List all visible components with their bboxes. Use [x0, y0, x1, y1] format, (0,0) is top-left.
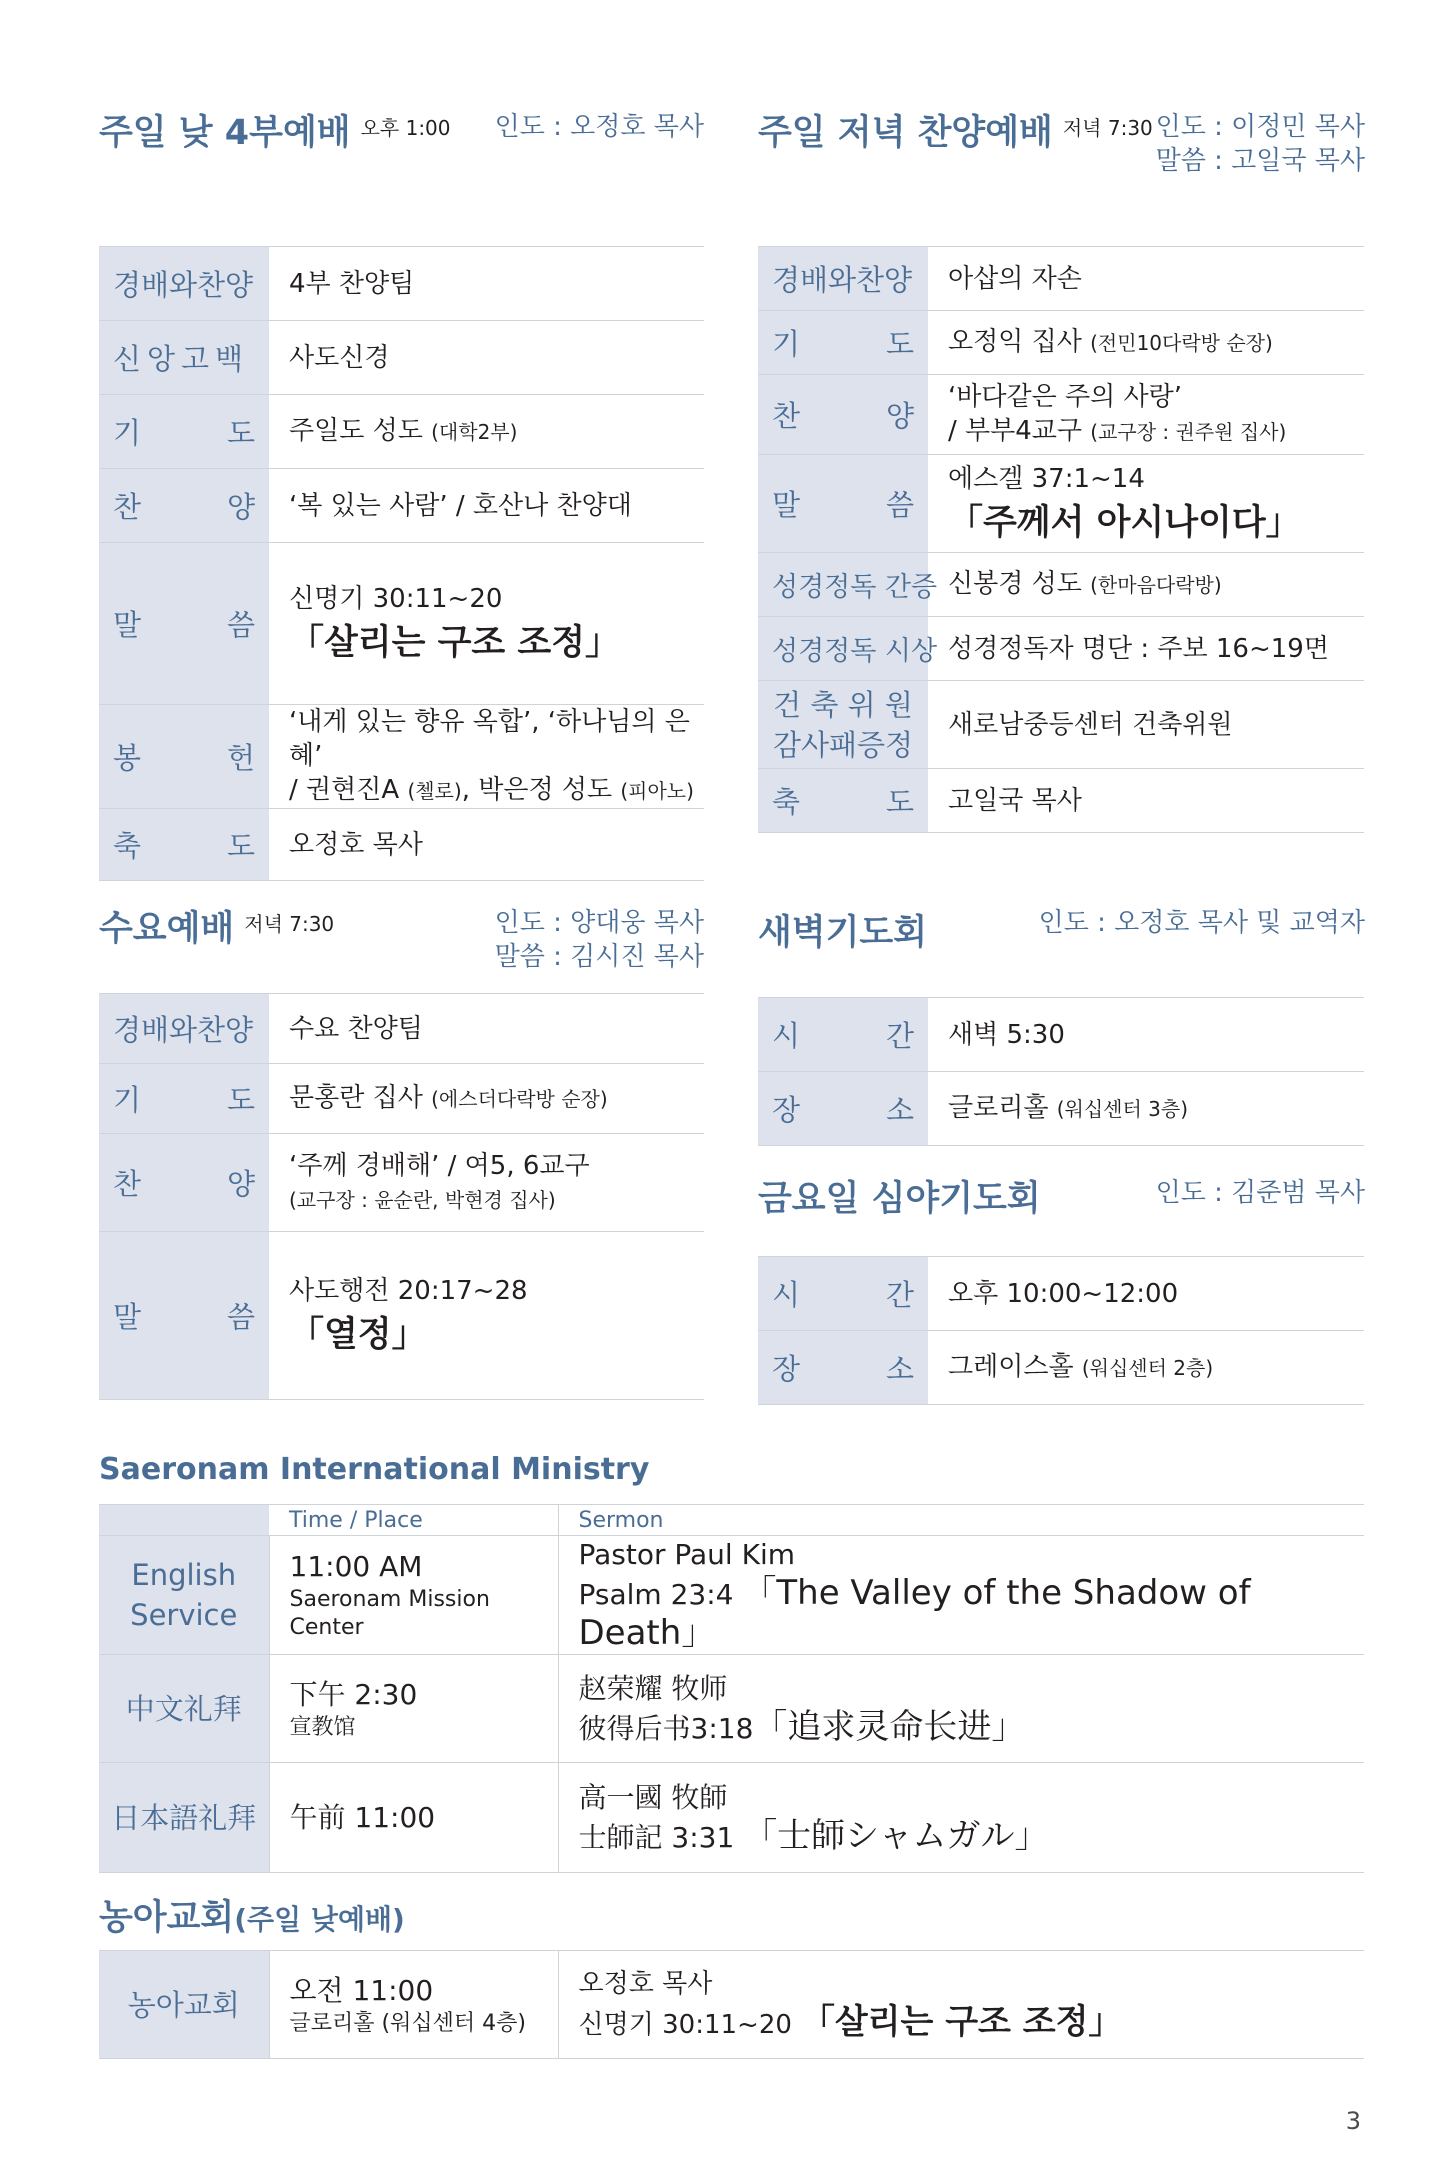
- scripture-ref: 에스겔 37:1~14: [948, 463, 1145, 494]
- schedule-table-friday: 시 간 오후 10:00~12:00 장 소 그레이스홀 (워십센터 2층): [758, 1256, 1364, 1405]
- row-value: 신봉경 성도 (한마음다락방): [928, 553, 1364, 617]
- table-row: [99, 1951, 1364, 2059]
- row-value: 주일도 성도 (대학2부): [269, 395, 704, 469]
- row-value: 오정익 집사 (전민10다락방 순장): [928, 311, 1364, 375]
- table-row: [99, 1536, 1364, 1655]
- section-title-wednesday: 수요예배 $^{저녁 7:30}$: [99, 909, 335, 949]
- section-title-deaf-church: 농아교회(주일 낮예배): [99, 1898, 405, 1938]
- section-title-dawn: 새벽기도회: [758, 913, 928, 953]
- row-value: 글로리홀 (워십센터 3층): [928, 1072, 1364, 1146]
- table-row: [99, 1655, 1364, 1763]
- row-value: 사도신경: [269, 321, 704, 395]
- row-label: 성경정독 간증: [772, 572, 938, 603]
- leader-info: 인도 : 오정호 목사 및 교역자: [1038, 908, 1365, 938]
- col-header-sermon: Sermon: [558, 1505, 1364, 1536]
- service-time: 저녁 7:30: [1062, 116, 1153, 140]
- language-label: English Service: [99, 1536, 269, 1655]
- col-header-time: Time / Place: [269, 1505, 558, 1536]
- international-table: [99, 1504, 1364, 1873]
- sermon-cell: [928, 455, 1364, 553]
- row-label: 농아교회: [99, 1951, 269, 2059]
- leader-info: 인도 : 양대웅 목사 말씀 : 김시진 목사: [494, 908, 704, 972]
- time-place: 11:00 AM Saeronam Mission Center: [269, 1536, 558, 1655]
- row-value: 새로남중등센터 건축위원: [928, 681, 1364, 769]
- section-title-sunday-evening: 주일 저녁 찬양예배 $^{저녁 7:30}$: [758, 113, 1153, 153]
- row-value: 4부 찬양팀: [269, 247, 704, 321]
- row-label: 신앙고백: [113, 342, 250, 376]
- row-value: 성경정독자 명단 : 주보 16~19면: [928, 617, 1364, 681]
- sermon-title: 「주께서 아시나이다」: [948, 502, 1301, 543]
- sermon-info: 高一國 牧師 士師記 3:31 「士師シャムガル」: [558, 1763, 1364, 1873]
- sermon-info: 赵荣耀 牧师 彼得后书3:18「追求灵命长进」: [558, 1655, 1364, 1763]
- page-number: 3: [1345, 2107, 1361, 2135]
- row-value: 아삽의 자손: [928, 247, 1364, 311]
- leader-info: 인도 : 오정호 목사: [494, 112, 704, 142]
- service-time: 오후 1:00: [360, 116, 451, 140]
- leader-info: 인도 : 이정민 목사 말씀 : 고일국 목사: [1155, 112, 1365, 176]
- sermon-info: Pastor Paul Kim Psalm 23:4 「The Valley of the Shadow of Death」: [558, 1536, 1364, 1655]
- schedule-table-wednesday: 경배와찬양 수요 찬양팀 기 도 문홍란 집사 (에스더다락방 순장) 찬 양 ‘주께 경배해’ / 여5, 6교구 (교구장 : 윤순란, 박현경 집사) 말 씀 사도행전 20:17~28 「열정」: [99, 993, 704, 1400]
- sermon-cell: [269, 543, 704, 705]
- time-place: 下午 2:30 宣教馆: [269, 1655, 558, 1763]
- row-value: 오후 10:00~12:00: [928, 1257, 1364, 1331]
- schedule-table-sunday4: 경배와찬양 4부 찬양팀 신앙고백 사도신경 기 도 주일도 성도 (대학2부) 찬 양 ‘복 있는 사람’ / 호산나 찬양대 말 씀 신명기 30:11~20 「살리는 구조 조정」 봉 헌 ‘내게 있는 향유 옥합’, ‘하나님의 은혜’ / 권현진A (첼로), 박은정 성도 (피아노) 축 도 오정호 목사: [99, 246, 704, 881]
- row-label: 경배와찬양: [113, 268, 254, 302]
- leader-info: 인도 : 김준범 목사: [1155, 1178, 1365, 1208]
- time-place: 午前 11:00: [269, 1763, 558, 1873]
- sermon-cell: [269, 1232, 704, 1400]
- language-label: 中文礼拜: [99, 1655, 269, 1763]
- row-value: 수요 찬양팀: [269, 994, 704, 1064]
- time-place: 오전 11:00 글로리홀 (워십센터 4층): [269, 1951, 558, 2059]
- row-value: 고일국 목사: [928, 769, 1364, 833]
- praise-cell: ‘주께 경배해’ / 여5, 6교구 (교구장 : 윤순란, 박현경 집사): [269, 1134, 704, 1232]
- section-title-international: Saeronam International Ministry: [99, 1452, 650, 1487]
- sermon-title: 「열정」: [289, 1314, 427, 1355]
- section-title-sunday4: 주일 낮 4부예배 $^{오후 1:00}$: [99, 113, 451, 153]
- schedule-table-sunday-evening: 경배와찬양 아삽의 자손 기 도 오정익 집사 (전민10다락방 순장) 찬 양 ‘바다같은 주의 사랑’ / 부부4교구 (교구장 : 권주원 집사) 말 씀 에스겔 37:1~14 「주께서 아시나이다」 성경정독 간증 신봉경 성도 (한마음다락방) 성경정독 시상 성경정독자 명단 : 주보 16~19면 건 축 위 원 감사패증정 새로남중등센터 건축위원 축 도 고일국 목사: [758, 246, 1364, 833]
- row-value: 문홍란 집사 (에스더다락방 순장): [269, 1064, 704, 1134]
- row-value: ‘복 있는 사람’ / 호산나 찬양대: [269, 469, 704, 543]
- sermon-title: 「살리는 구조 조정」: [289, 622, 621, 663]
- deaf-church-table: [99, 1950, 1364, 2059]
- offering-cell: ‘내게 있는 향유 옥합’, ‘하나님의 은혜’ / 권현진A (첼로), 박은정 성도 (피아노): [269, 705, 704, 809]
- header-blank: [99, 1505, 269, 1536]
- row-label: 성경정독 시상: [772, 636, 938, 667]
- scripture-ref: 사도행전 20:17~28: [289, 1275, 528, 1306]
- row-value: 그레이스홀 (워십센터 2층): [928, 1331, 1364, 1405]
- scripture-ref: 신명기 30:11~20: [289, 583, 503, 614]
- schedule-table-dawn: 시 간 새벽 5:30 장 소 글로리홀 (워십센터 3층): [758, 997, 1364, 1146]
- sermon-info: 오정호 목사 신명기 30:11~20 「살리는 구조 조정」: [558, 1951, 1364, 2059]
- row-label: 경배와찬양: [113, 1013, 254, 1047]
- language-label: 日本語礼拜: [99, 1763, 269, 1873]
- row-label: 경배와찬양: [772, 263, 913, 297]
- praise-cell: ‘바다같은 주의 사랑’ / 부부4교구 (교구장 : 권주원 집사): [928, 375, 1364, 455]
- service-time: 저녁 7:30: [244, 912, 335, 936]
- table-row: [99, 1763, 1364, 1873]
- section-title-friday: 금요일 심야기도회: [758, 1179, 1041, 1219]
- row-value: 새벽 5:30: [928, 998, 1364, 1072]
- row-value: 오정호 목사: [269, 809, 704, 881]
